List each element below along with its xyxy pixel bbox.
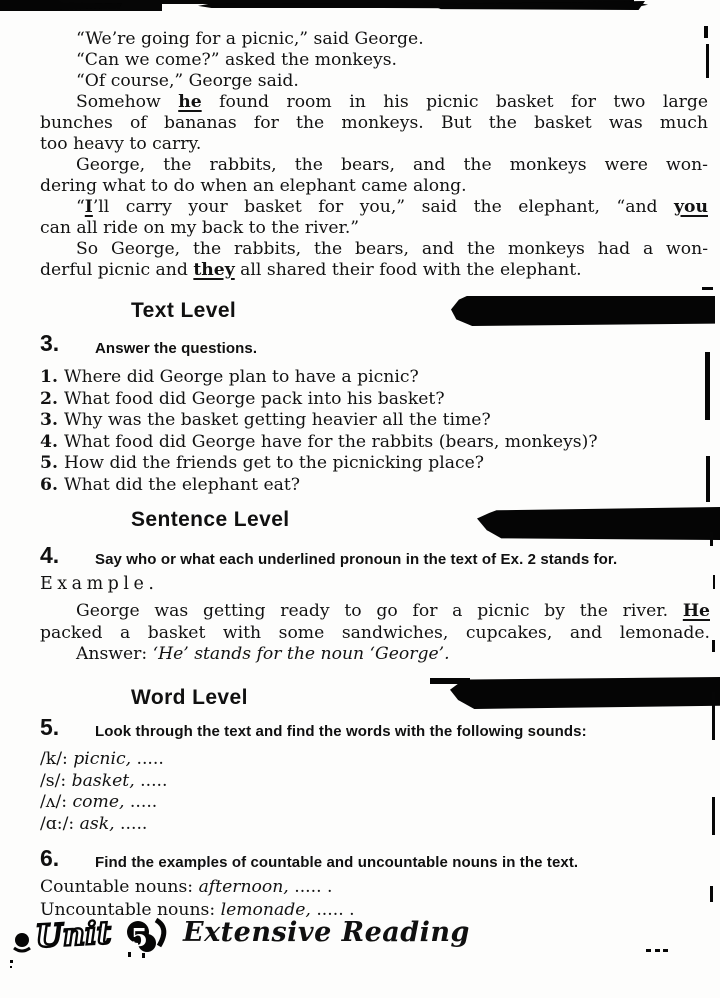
question-item: 4. What food did George have for the rabbits (bears, monkeys)?	[40, 431, 598, 452]
exercise-instruction: Say who or what each underlined pronoun in the text of Ex. 2 stands for.	[95, 551, 618, 568]
example-line: George was getting ready to go for a picnic by the river. He	[76, 601, 710, 621]
sound-word-list	[40, 749, 560, 836]
story-line: “Of course,” George said.	[76, 71, 299, 91]
story-line: “Can we come?” asked the monkeys.	[76, 50, 397, 70]
noun-item: Countable nouns: afternoon, ..... .	[40, 877, 333, 897]
footer-rule-dot	[646, 949, 651, 952]
svg-text:Unit: Unit	[34, 915, 112, 955]
unit-5-mascots-icon	[10, 912, 170, 958]
example-text	[40, 601, 710, 666]
noun-item: Uncountable nouns: lemonade, ..... .	[40, 899, 355, 920]
exercise-number: 6.	[40, 845, 60, 871]
story-line: George, the rabbits, the bears, and the monkeys were won-	[76, 155, 708, 175]
sound-item: /ʌ/: come, .....	[40, 792, 158, 813]
story-line: too heavy to carry.	[40, 134, 202, 154]
scan-speck	[10, 966, 12, 968]
page-edge-tick	[702, 287, 713, 290]
exercise-instruction: Look through the text and find the words with the following sounds:	[95, 723, 587, 740]
example-heading: Example.	[40, 574, 159, 594]
page-edge-line	[712, 640, 715, 652]
question-item: 3. Why was the basket getting heavier all the time?	[40, 410, 491, 431]
sound-item: /ɑ:/: ask, .....	[40, 814, 148, 835]
footer-rule-dot	[655, 949, 660, 952]
story-line: derful picnic and they all shared their food with the elephant.	[40, 260, 582, 280]
exercise-number: 3.	[40, 330, 60, 356]
scan-speck	[10, 960, 13, 963]
page-edge-line	[712, 797, 715, 835]
story-line: bunches of bananas for the monkeys. But the basket was much	[40, 113, 708, 133]
story-line: “I’ll carry your basket for you,” said the elephant, “and you	[76, 197, 708, 217]
exercise-instruction: Answer the questions.	[95, 340, 258, 357]
question-list	[40, 367, 712, 497]
page-edge-line	[712, 692, 715, 740]
example-answer-line: Answer: ‘He’ stands for the noun ‘George’.	[76, 644, 450, 665]
scan-artifact-redaction-bar	[450, 677, 720, 709]
question-item: 5. How did the friends get to the picnicking place?	[40, 453, 485, 474]
page-edge-line	[710, 886, 713, 902]
section-heading-word-level: Word Level	[131, 686, 248, 709]
scan-artifact-redaction-bar	[477, 507, 720, 540]
sound-item: /s/: basket, .....	[40, 770, 168, 791]
page-edge-line	[705, 352, 710, 420]
question-item: 2. What food did George pack into his basket?	[40, 388, 445, 409]
sound-item: /k/: picnic, .....	[40, 749, 164, 769]
story-line: So George, the rabbits, the bears, and the monkeys had a won-	[76, 239, 708, 259]
story-line: Somehow he found room in his picnic basket for two large	[76, 92, 708, 112]
scan-artifact-streak	[430, 678, 470, 684]
exercise-number: 5.	[40, 714, 60, 740]
story-line: “We’re going for a picnic,” said George.	[76, 29, 424, 49]
footer-rule-dot	[663, 949, 668, 952]
scan-artifact-redaction-bar	[451, 296, 715, 326]
example-line: packed a basket with some sandwiches, cupcakes, and lemonade.	[40, 622, 710, 643]
exercise-number: 4.	[40, 542, 60, 568]
footer-section-title: Extensive Reading	[183, 917, 470, 948]
story-line: can all ride on my back to the river.”	[40, 218, 360, 238]
page-edge-line	[706, 456, 710, 502]
section-heading-sentence-level: Sentence Level	[131, 508, 290, 531]
svg-text:5: 5	[131, 923, 148, 952]
story-text	[40, 29, 708, 281]
story-line: dering what to do when an elephant came along.	[40, 176, 467, 196]
page-edge-line	[713, 575, 715, 589]
question-item: 1. Where did George plan to have a picnic?	[40, 367, 419, 387]
exercise-instruction: Find the examples of countable and uncountable nouns in the text.	[95, 854, 579, 871]
page-edge-line	[710, 532, 713, 546]
section-heading-text-level: Text Level	[131, 299, 237, 322]
question-item: 6. What did the elephant eat?	[40, 474, 301, 495]
